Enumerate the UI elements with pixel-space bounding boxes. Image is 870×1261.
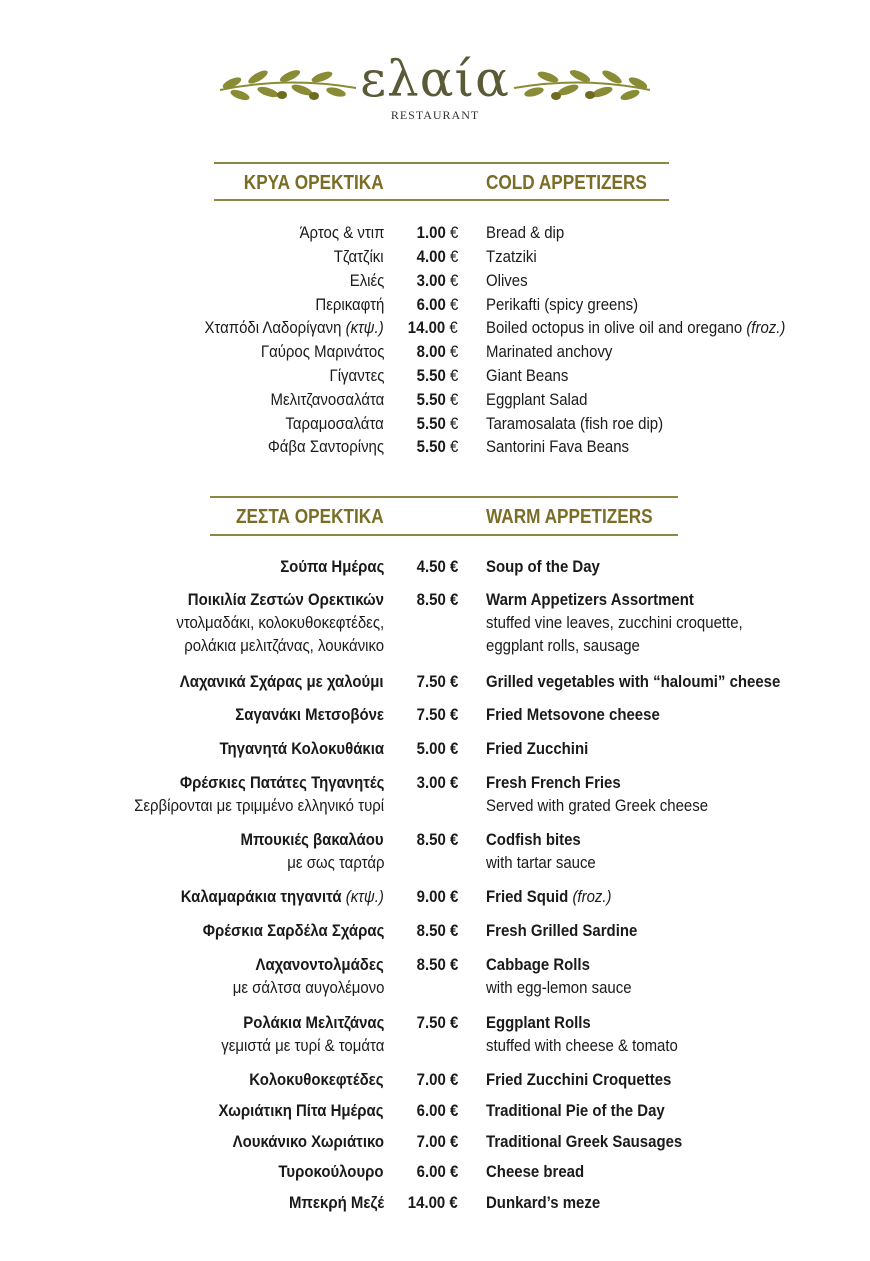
item-description-english: stuffed vine leaves, zucchini croquette,	[486, 613, 743, 632]
item-name-english	[486, 830, 581, 850]
item-name-greek-text: Κολοκυθοκεφτέδες	[249, 1070, 384, 1089]
item-note-greek: (κτψ.)	[345, 887, 384, 906]
currency-symbol: €	[449, 414, 458, 433]
currency-symbol: €	[449, 247, 458, 266]
item-name-greek	[179, 773, 384, 793]
item-description-english: Served with grated Greek cheese	[486, 796, 709, 815]
warm-section-title-english: WARM APPETIZERS	[486, 506, 653, 528]
item-name-greek	[256, 955, 384, 975]
item-name-english	[486, 271, 528, 291]
item-price	[416, 1013, 458, 1033]
item-name-english-text: Olives	[486, 271, 528, 290]
item-price-value: 4.50	[416, 557, 446, 576]
item-name-greek-text: Σαγανάκι Μετσοβόνε	[235, 705, 384, 724]
item-price	[416, 437, 458, 457]
currency-symbol: €	[449, 271, 458, 290]
item-name-english	[486, 955, 590, 975]
item-price-value: 8.50	[416, 955, 446, 974]
cold-section-title-greek: ΚΡΥΑ ΟΡΕΚΤΙΚΑ	[244, 172, 384, 194]
item-price	[416, 223, 458, 243]
item-price	[416, 672, 458, 692]
item-price-value: 3.00	[416, 773, 446, 792]
item-name-english	[486, 437, 629, 457]
item-name-greek-text: Λουκάνικο Χωριάτικο	[232, 1132, 384, 1151]
item-name-greek-text: Γαύρος Μαρινάτος	[260, 342, 384, 361]
cold-section-title-english: COLD APPETIZERS	[486, 172, 647, 194]
item-name-english-text: Fried Squid	[486, 887, 569, 906]
currency-symbol: €	[449, 830, 458, 849]
currency-symbol: €	[449, 1132, 458, 1151]
item-price-value: 9.00	[416, 887, 446, 906]
item-price	[416, 773, 458, 793]
item-description-greek: Σερβίρονται με τριμμένο ελληνικό τυρί	[133, 796, 384, 815]
item-name-greek	[235, 705, 384, 725]
item-name-english	[486, 773, 621, 793]
item-name-english-text: Tzatziki	[486, 247, 537, 266]
item-price-value: 6.00	[416, 295, 446, 314]
currency-symbol: €	[449, 223, 458, 242]
item-name-english-text: Taramosalata (fish roe dip)	[486, 414, 664, 433]
item-price-value: 7.50	[416, 705, 446, 724]
item-price-value: 5.50	[416, 366, 446, 385]
item-name-greek-text: Γίγαντες	[329, 366, 384, 385]
logo-subtitle: RESTAURANT	[390, 108, 480, 122]
item-name-english-text: Traditional Greek Sausages	[486, 1132, 683, 1151]
item-name-english-text: Fresh French Fries	[486, 773, 621, 792]
item-name-greek	[188, 590, 384, 610]
item-price	[416, 557, 458, 577]
item-name-english-text: Fresh Grilled Sardine	[486, 921, 638, 940]
item-price-value: 7.50	[416, 672, 446, 691]
item-name-greek-text: Φρέσκια Σαρδέλα Σχάρας	[202, 921, 384, 940]
item-name-greek	[260, 342, 384, 362]
item-price-value: 7.50	[416, 1013, 446, 1032]
item-name-english	[486, 1193, 600, 1213]
item-price	[416, 247, 458, 267]
item-price-value: 1.00	[416, 223, 446, 242]
item-name-greek-text: Ρολάκια Μελιτζάνας	[242, 1013, 384, 1032]
currency-symbol: €	[449, 590, 458, 609]
item-name-greek	[279, 1162, 384, 1182]
item-price	[416, 342, 458, 362]
item-name-greek	[181, 887, 384, 907]
item-name-greek	[280, 557, 384, 577]
item-price	[416, 414, 458, 434]
item-name-english-text: Boiled octopus in olive oil and oregano	[486, 318, 743, 337]
item-name-english-text: Giant Beans	[486, 366, 569, 385]
item-price-value: 8.00	[416, 342, 446, 361]
item-name-greek-text: Σούπα Ημέρας	[279, 557, 384, 576]
item-name-greek	[219, 739, 384, 759]
item-price-value: 4.00	[416, 247, 446, 266]
item-name-english-text: Warm Appetizers Assortment	[486, 590, 694, 609]
item-description-greek: με σως ταρτάρ	[286, 853, 384, 872]
item-name-greek-text: Μελιτζανοσαλάτα	[270, 390, 384, 409]
currency-symbol: €	[449, 773, 458, 792]
item-description-english: with tartar sauce	[486, 853, 596, 872]
currency-symbol: €	[449, 739, 458, 758]
item-name-english-text: Dunkard’s meze	[486, 1193, 601, 1212]
item-description-greek: με σάλτσα αυγολέμονο	[232, 978, 384, 997]
item-name-greek-text: Χωριάτικη Πίτα Ημέρας	[218, 1101, 384, 1120]
item-name-greek	[202, 921, 384, 941]
currency-symbol: €	[449, 705, 458, 724]
item-price	[416, 1070, 458, 1090]
item-name-greek	[270, 390, 384, 410]
item-name-greek-text: Μπεκρή Μεζέ	[288, 1193, 384, 1212]
item-price-value: 8.50	[416, 921, 446, 940]
warm-section-top-rule	[210, 496, 678, 498]
item-price-value: 14.00	[408, 1193, 446, 1212]
item-note-greek: (κτψ.)	[345, 318, 384, 337]
item-price-value: 14.00	[408, 318, 446, 337]
item-price	[416, 705, 458, 725]
item-name-english-text: Marinated anchovy	[486, 342, 613, 361]
item-name-greek-text: Λαχανοντολμάδες	[255, 955, 384, 974]
currency-symbol: €	[449, 318, 458, 337]
item-name-greek-text: Ελιές	[349, 271, 384, 290]
item-name-greek	[289, 1193, 384, 1213]
item-name-english-text: Cheese bread	[486, 1162, 585, 1181]
item-name-english	[486, 921, 637, 941]
item-name-english-text: Grilled vegetables with “haloumi” cheese	[486, 672, 781, 691]
item-description-english: eggplant rolls, sausage	[486, 636, 640, 655]
item-name-english-text: Soup of the Day	[486, 557, 600, 576]
item-description-english: with egg-lemon sauce	[486, 978, 632, 997]
item-price	[416, 295, 458, 315]
item-name-english	[486, 342, 612, 362]
restaurant-logo	[0, 48, 870, 128]
item-name-english-text: Eggplant Rolls	[486, 1013, 591, 1032]
item-description-greek: ντολμαδάκι, κολοκυθοκεφτέδες,	[176, 613, 384, 632]
currency-symbol: €	[449, 887, 458, 906]
item-name-greek	[241, 830, 384, 850]
currency-symbol: €	[449, 921, 458, 940]
cold-section-top-rule	[214, 162, 669, 164]
item-description-english: stuffed with cheese & tomato	[486, 1036, 678, 1055]
item-name-greek	[250, 1070, 384, 1090]
item-note-english: (froz.)	[572, 887, 612, 906]
item-price	[416, 590, 458, 610]
item-name-english-text: Cabbage Rolls	[486, 955, 590, 974]
item-name-greek-text: Λαχανικά Σχάρας με χαλούμι	[180, 672, 384, 691]
item-price-value: 5.50	[416, 414, 446, 433]
item-price-value: 8.50	[416, 830, 446, 849]
currency-symbol: €	[449, 437, 458, 456]
item-name-greek	[299, 223, 384, 243]
item-name-greek-text: Φάβα Σαντορίνης	[267, 437, 384, 456]
item-name-greek	[329, 366, 384, 386]
item-name-greek	[349, 271, 384, 291]
item-name-english	[486, 414, 663, 434]
currency-symbol: €	[449, 1193, 458, 1212]
item-name-english	[486, 318, 785, 338]
item-name-greek-text: Περικαφτή	[315, 295, 384, 314]
item-name-english-text: Bread & dip	[486, 223, 565, 242]
item-name-greek-text: Ποικιλία Ζεστών Ορεκτικών	[187, 590, 384, 609]
item-name-greek-text: Άρτος & ντιπ	[299, 223, 384, 242]
item-name-english	[486, 295, 638, 315]
item-name-greek-text: Καλαμαράκια τηγανιτά	[180, 887, 342, 906]
item-price-value: 5.00	[416, 739, 446, 758]
cold-section-bottom-rule	[214, 199, 669, 201]
item-price	[416, 1162, 458, 1182]
item-name-greek	[243, 1013, 384, 1033]
item-name-english	[486, 1101, 665, 1121]
item-price	[416, 1132, 458, 1152]
item-price	[416, 366, 458, 386]
item-name-greek-text: Τυροκούλουρο	[278, 1162, 384, 1181]
item-name-english	[486, 223, 564, 243]
item-name-english-text: Perikafti (spicy greens)	[486, 295, 639, 314]
item-name-english	[486, 1162, 584, 1182]
currency-symbol: €	[449, 1070, 458, 1089]
item-name-greek	[268, 437, 384, 457]
warm-section-bottom-rule	[210, 534, 678, 536]
item-price-value: 7.00	[416, 1132, 446, 1151]
item-price-value: 6.00	[416, 1101, 446, 1120]
item-name-greek-text: Τηγανητά Κολοκυθάκια	[219, 739, 384, 758]
item-name-greek	[233, 1132, 384, 1152]
item-price	[416, 1101, 458, 1121]
item-price	[416, 830, 458, 850]
currency-symbol: €	[449, 1013, 458, 1032]
item-price	[408, 318, 458, 338]
currency-symbol: €	[449, 390, 458, 409]
item-name-greek	[205, 318, 384, 338]
item-name-greek	[334, 247, 384, 267]
item-name-greek-text: Τζατζίκι	[334, 247, 384, 266]
item-name-english-text: Fried Zucchini Croquettes	[486, 1070, 672, 1089]
currency-symbol: €	[449, 366, 458, 385]
item-name-english	[486, 557, 600, 577]
item-name-english	[486, 1132, 682, 1152]
warm-section-title-greek: ΖΕΣΤΑ ΟΡΕΚΤΙΚΑ	[236, 506, 384, 528]
item-price	[416, 887, 458, 907]
item-name-english	[486, 1013, 591, 1033]
item-name-english-text: Fried Metsovone cheese	[486, 705, 660, 724]
item-name-greek	[286, 414, 384, 434]
currency-symbol: €	[449, 295, 458, 314]
item-price-value: 8.50	[416, 590, 446, 609]
item-name-greek-text: Φρέσκιες Πατάτες Τηγανητές	[179, 773, 384, 792]
item-name-english-text: Eggplant Salad	[486, 390, 588, 409]
item-name-english-text: Traditional Pie of the Day	[486, 1101, 665, 1120]
item-price	[416, 390, 458, 410]
item-name-english	[486, 739, 588, 759]
item-name-english	[486, 390, 587, 410]
item-name-english	[486, 366, 568, 386]
item-name-english	[486, 672, 780, 692]
item-name-greek	[315, 295, 384, 315]
currency-symbol: €	[449, 342, 458, 361]
item-name-english	[486, 247, 537, 267]
currency-symbol: €	[449, 1101, 458, 1120]
item-name-english-text: Codfish bites	[486, 830, 581, 849]
currency-symbol: €	[449, 955, 458, 974]
item-price	[408, 1193, 458, 1213]
currency-symbol: €	[449, 1162, 458, 1181]
currency-symbol: €	[449, 672, 458, 691]
item-price-value: 6.00	[416, 1162, 446, 1181]
item-price-value: 5.50	[416, 437, 446, 456]
item-name-english	[486, 887, 612, 907]
currency-symbol: €	[449, 557, 458, 576]
item-name-greek-text: Χταπόδι Λαδορίγανη	[204, 318, 342, 337]
item-name-english	[486, 705, 660, 725]
logo-wordmark: ελαία	[360, 50, 510, 108]
item-name-english-text: Santorini Fava Beans	[486, 437, 630, 456]
item-price	[416, 739, 458, 759]
item-description-greek: ρολάκια μελιτζάνας, λουκάνικο	[184, 636, 384, 655]
item-price-value: 3.00	[416, 271, 446, 290]
item-name-greek	[180, 672, 384, 692]
item-price-value: 7.00	[416, 1070, 446, 1089]
item-note-english: (froz.)	[746, 318, 786, 337]
item-name-greek-text: Μπουκιές βακαλάου	[240, 830, 384, 849]
item-name-english-text: Fried Zucchini	[486, 739, 589, 758]
item-price	[416, 955, 458, 975]
item-price-value: 5.50	[416, 390, 446, 409]
item-description-greek: γεμιστά με τυρί & τομάτα	[220, 1036, 384, 1055]
item-name-english	[486, 590, 694, 610]
item-price	[416, 921, 458, 941]
item-price	[416, 271, 458, 291]
olive-branch-right-icon	[512, 68, 652, 104]
item-name-greek-text: Ταραμοσαλάτα	[285, 414, 384, 433]
item-name-english	[486, 1070, 671, 1090]
item-name-greek	[219, 1101, 384, 1121]
